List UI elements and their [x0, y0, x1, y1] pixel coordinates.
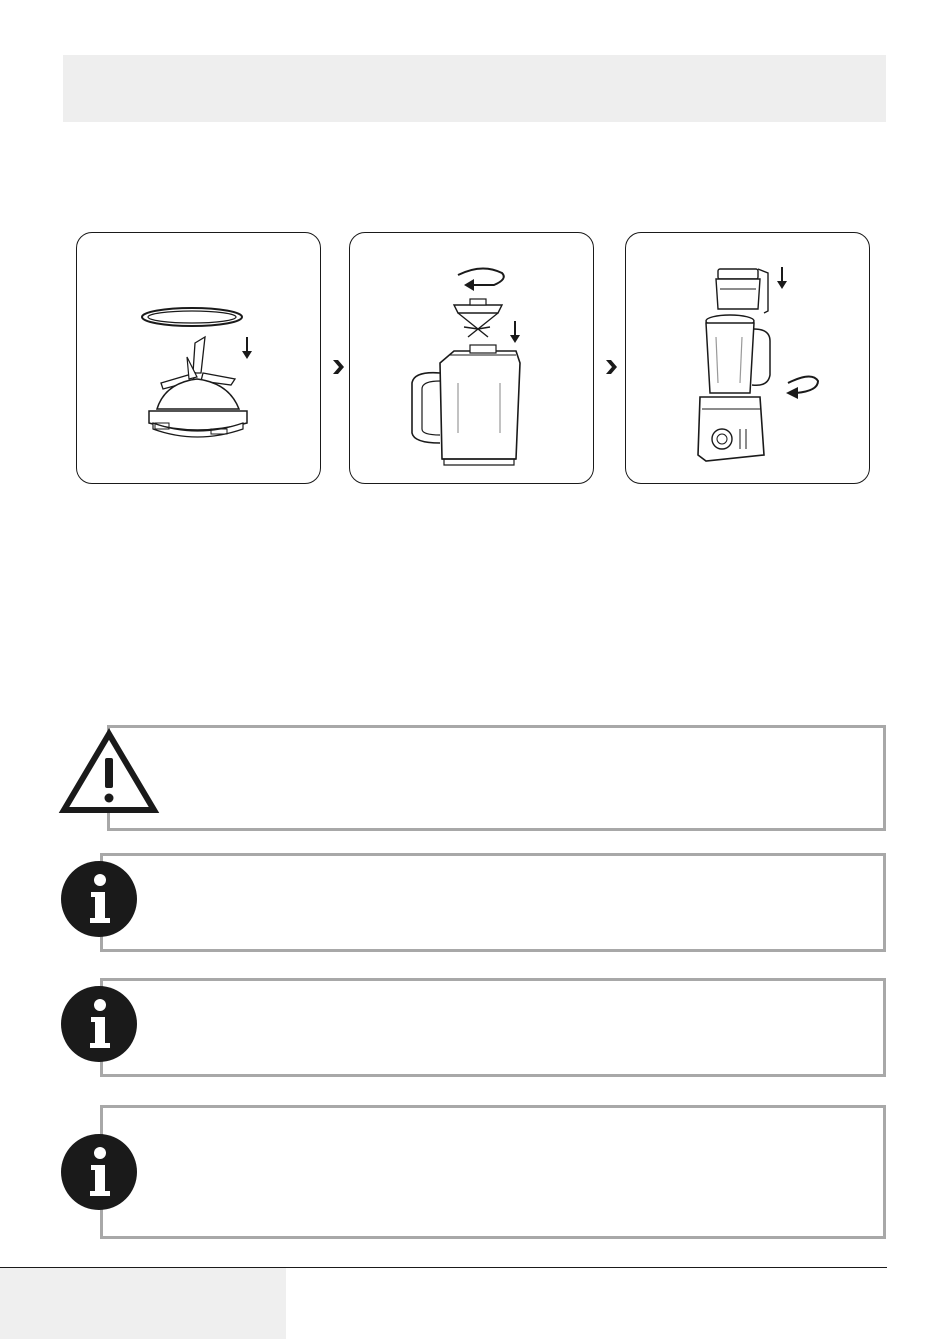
header-band	[63, 55, 886, 122]
info-notice-box-1	[100, 853, 886, 952]
blender-illustration	[626, 233, 871, 485]
step-panel-1	[76, 232, 321, 484]
chevron-right-icon	[331, 358, 345, 376]
jar-assembly-illustration	[350, 233, 595, 485]
info-icon	[60, 1133, 138, 1211]
blade-assembly-illustration	[77, 233, 322, 485]
info-icon	[60, 860, 138, 938]
warning-icon	[58, 728, 160, 814]
info-icon	[60, 985, 138, 1063]
chevron-right-icon	[604, 358, 618, 376]
warning-notice-box	[107, 725, 886, 831]
info-notice-box-2	[100, 978, 886, 1077]
step-panel-2	[349, 232, 594, 484]
info-notice-box-3	[100, 1105, 886, 1239]
step-panel-3	[625, 232, 870, 484]
footer-band	[0, 1268, 286, 1339]
